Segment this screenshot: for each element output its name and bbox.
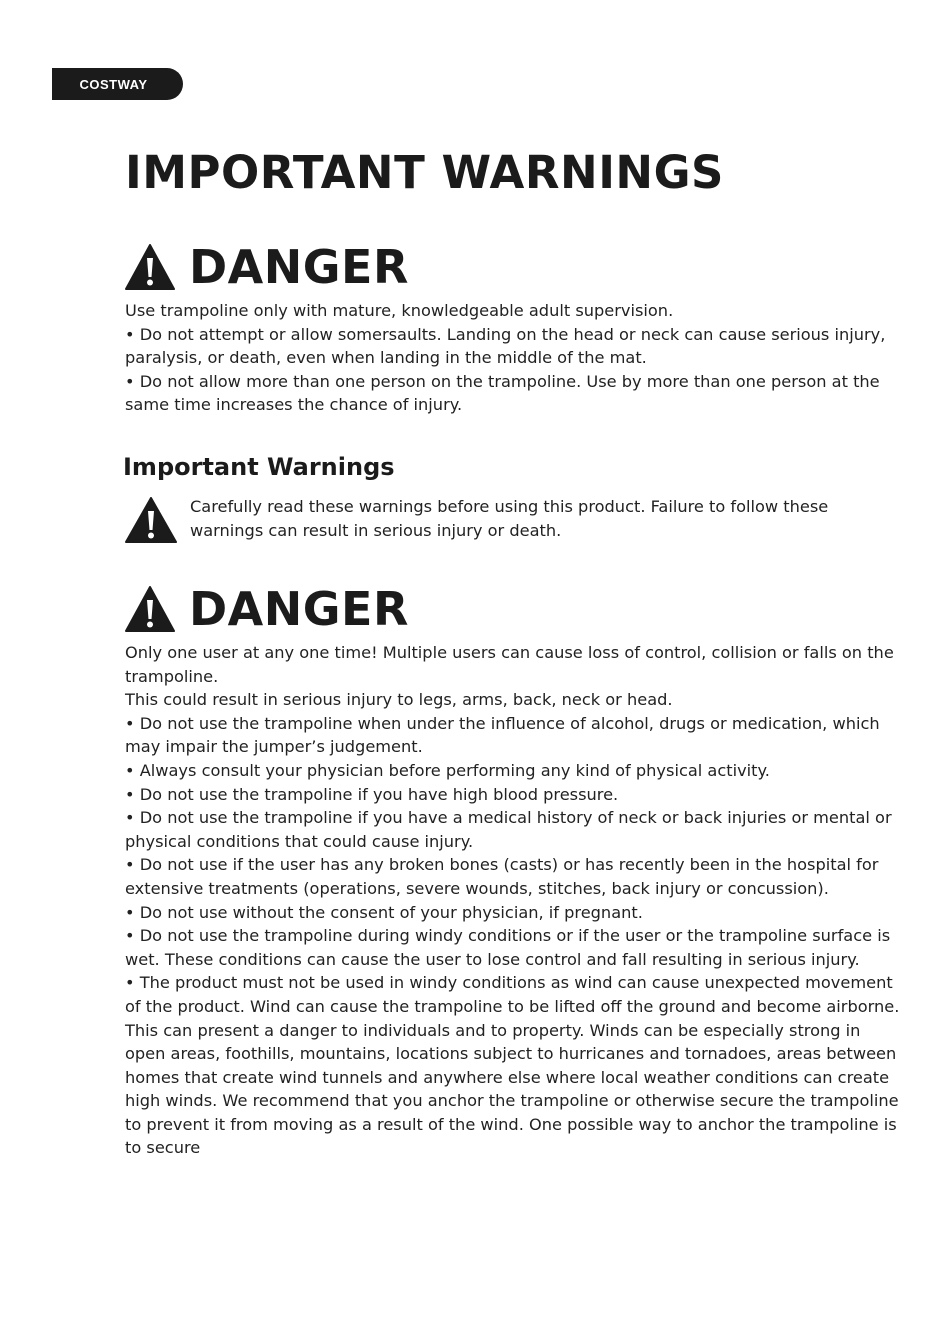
danger-label: DANGER	[189, 582, 409, 636]
danger-2-line: • Always consult your physician before performing any kind of physical activity.	[125, 760, 770, 780]
danger-1-text	[125, 299, 895, 417]
danger-2-line: • Do not use if the user has any broken bones (casts) or has recently been in the hospital for extensive treatments (operations, severe wounds, stitches, back injury or concussion).	[125, 855, 879, 898]
danger-heading-1	[125, 241, 409, 293]
important-warnings-text: Carefully read these warnings before using this product. Failure to follow these warnings can result in serious injury or death.	[190, 497, 829, 540]
danger-1-line: Use trampoline only with mature, knowledgeable adult supervision.	[125, 301, 674, 320]
danger-2-line: This could result in serious injury to legs, arms, back, neck or head.	[125, 690, 673, 710]
danger-2-line: • Do not use the trampoline if you have a medical history of neck or back injuries or mental or physical conditions that could cause injury.	[125, 808, 892, 851]
warning-triangle-icon	[125, 244, 175, 290]
brand-logo: COSTWAY	[52, 68, 183, 100]
page-title: IMPORTANT WARNINGS	[125, 146, 724, 199]
danger-2-line: • Do not use the trampoline during windy conditions or if the user or the trampoline surface is wet. These conditions can cause the user to lose control and fall resulting in serious injury.	[125, 926, 891, 969]
important-warnings-heading: Important Warnings	[123, 453, 395, 481]
danger-label: DANGER	[189, 240, 409, 294]
danger-1-line: • Do not allow more than one person on the trampoline. Use by more than one person at the same time increases the chance of injury.	[125, 371, 880, 415]
danger-2-line: • Do not use the trampoline when under the influence of alcohol, drugs or medication, which may impair the jumper’s judgement.	[125, 713, 880, 757]
danger-1-line: • Do not attempt or allow somersaults. Landing on the head or neck can cause serious injury, paralysis, or death, even when landing in the middle of the mat.	[125, 324, 886, 368]
danger-2-line: • Do not use without the consent of your physician, if pregnant.	[125, 902, 643, 922]
important-warnings-block	[125, 495, 895, 543]
danger-2-line: • Do not use the trampoline if you have high blood pressure.	[125, 784, 619, 804]
danger-2-line: Only one user at any one time! Multiple users can cause loss of control, collision or falls on the trampoline.	[125, 643, 894, 686]
danger-heading-2	[125, 583, 409, 635]
danger-2-line: • The product must not be used in windy conditions as wind can cause unexpected movement of the product. Wind can cause the trampoline to be lifted off the ground and become airborne. This can present a danger to individuals and to property. Winds can be especially strong in open areas, foothills, mountains, locations subject to hurricanes and tornadoes, areas between homes that create wind tunnels and anywhere else where local weather conditions can create high winds. We recommend that you anchor the trampoline or otherwise secure the trampoline to prevent it from moving as a result of the wind. One possible way to anchor the trampoline is to secure	[125, 973, 900, 1158]
warning-triangle-icon	[125, 497, 177, 543]
warning-triangle-icon	[125, 586, 175, 632]
danger-2-text	[125, 641, 900, 1160]
